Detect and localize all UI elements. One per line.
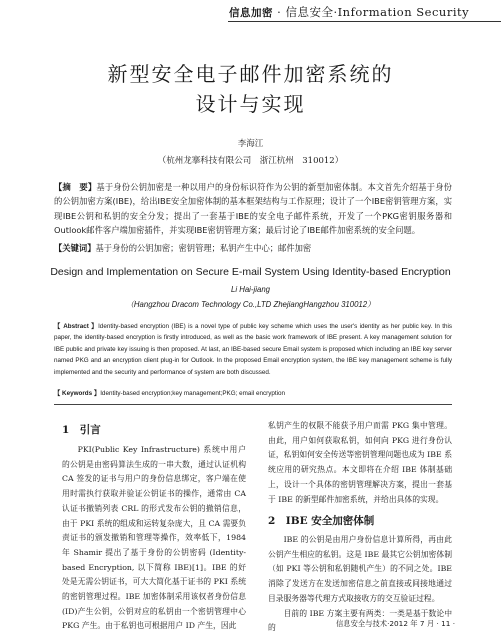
keywords-en-text: Identity-based encryption;key management;PKG; email encryption bbox=[100, 390, 285, 397]
keywords-cn bbox=[54, 241, 452, 255]
keywords-en-label: 【 Keywords 】 bbox=[54, 390, 101, 397]
page-header bbox=[0, 0, 501, 34]
intro-heading: 1 引言 bbox=[62, 424, 101, 436]
intro-continued-paragraph: 私钥产生的权限不能获予用户而需 PKG 集中管理。由此，用户如何获取私钥，如何向 PKG 进行身份认证，私钥如何安全传送等密钥管理问题也成为 IBE 系统应用的研究热点。本文即将在介绍 IBE 体制基础上，设计一个具体的密钥管理解决方案，提出一套基于 IBE 的新型邮件加密系统，并给出具体的实现。 bbox=[268, 421, 452, 504]
abstract-en-label: 【 Abstract 】 bbox=[54, 323, 99, 330]
abstract-cn-label: 【摘 要】 bbox=[54, 182, 97, 192]
abstract-divider bbox=[54, 404, 452, 405]
header-subtitle: 信息安全·Information Security bbox=[285, 5, 470, 19]
english-affiliation: （Hangzhou Dracom Technology Co.,LTD ZhejiangHangzhou 310012） bbox=[126, 300, 375, 309]
page-footer: 信息安全与技术·2012 年 7 月 · 11 · bbox=[336, 619, 456, 628]
header-section: 信息加密 bbox=[229, 7, 273, 19]
abstract-en-text: Identity-based encryption (IBE) is a novel type of public key scheme which uses the user's identity as her public key. In this paper, the identity-based encryption is firstly introduced, as well as the basic work framework of IBE present. A key management solution for IBE public and private key issuing is then proposed. At last, an IBE-based secure Email system is proposed which including an IBE key server named PKG and an encryption client plug-in for Outlook. In the proposed Email encryption system, the IBE key management scheme is fully implemented and the security and performance of system are both discussed. bbox=[54, 323, 453, 376]
header-rule bbox=[228, 21, 501, 22]
paper-title-line2: 设计与实现 bbox=[195, 92, 306, 116]
ibe-heading: 2 IBE 安全加密体制 bbox=[268, 515, 375, 527]
keywords-cn-text: 基于身份的公钥加密；密钥管理；私钥产生中心；邮件加密 bbox=[95, 243, 312, 253]
ibe-paragraph-2: 目前的 IBE 方案主要有两类：一类是基于数论中的 bbox=[268, 608, 452, 633]
keywords-cn-label: 【关键词】 bbox=[54, 243, 96, 253]
header-dot: · bbox=[277, 5, 282, 19]
body-right-column bbox=[268, 419, 452, 507]
author-name: 李海江 bbox=[237, 139, 264, 149]
author-affiliation: （杭州龙搴科技有限公司 浙江杭州 310012） bbox=[157, 156, 344, 166]
body-left-column bbox=[62, 443, 246, 634]
abstract-cn bbox=[54, 180, 452, 237]
abstract-en bbox=[54, 321, 452, 378]
paper-title-line1: 新型安全电子邮件加密系统的 bbox=[107, 62, 394, 86]
ibe-paragraph-1: IBE 的公钥是由用户身份信息计算所得，再由此公钥产生相应的私钥。这是 IBE 最其它公钥加密体制（如 PKI 等公钥和私钥随机产生）的不同之处。IBE 消除了发送方在发送加密信息之前直接或间接地通过目录服务器等代理方式取接收方的交互验证过程。 bbox=[268, 535, 452, 603]
english-title: Design and Implementation on Secure E-mail System Using Identity-based Encryption bbox=[50, 266, 451, 278]
english-author: Li Hai-jiang bbox=[230, 285, 270, 294]
abstract-cn-text: 基于身份公钥加密是一种以用户的身份标识符作为公钥的新型加密体制。本文首先介绍基于身份的公钥加密方案(IBE)，给出IBE安全加密体制的基本框架结构与工作原理；设计了一个IBE密钥管理方案，实现IBE公钥和私钥的安全分发；提出了一套基于IBE的安全电子邮件系统，开发了一个PKG密钥服务器和Outlook邮件客户端加密插件，并实现IBE密钥管理方案；最后讨论了IBE邮件加密系统的安全问题。 bbox=[54, 182, 452, 235]
header-text bbox=[229, 4, 469, 20]
keywords-en bbox=[54, 388, 452, 399]
intro-paragraph: PKI(Public Key Infrastructure) 系统中用户的公钥是由密码算法生成的一串大数，通过认证机构 CA 签发的证书与用户的身份信息绑定，客户端在使用时需执行获取并验证公钥证书的操作，通常由 CA 认证书撤销列表 CRL 的形式发布公钥的撤销信息，由于 PKI 系统的组成和运转复杂庞大，且 CA 需要负责证书的颁发撤销和管理等操作，效率低下，1984 年 Shamir 提出了基于身份的公钥密码 (Identity-based Encryption, 以下简称 IBE)[1]。IBE 的好处是无需公钥证书，可大大简化基于证书的 PKI 系统的密钥管理过程。IBE 加密体制采用该权者身份信息(ID)产生公钥，公钥对应的私钥由一个密钥管理中心 PKG 产生。由于私钥也可根据用户 ID 产生，因此 bbox=[62, 445, 246, 631]
